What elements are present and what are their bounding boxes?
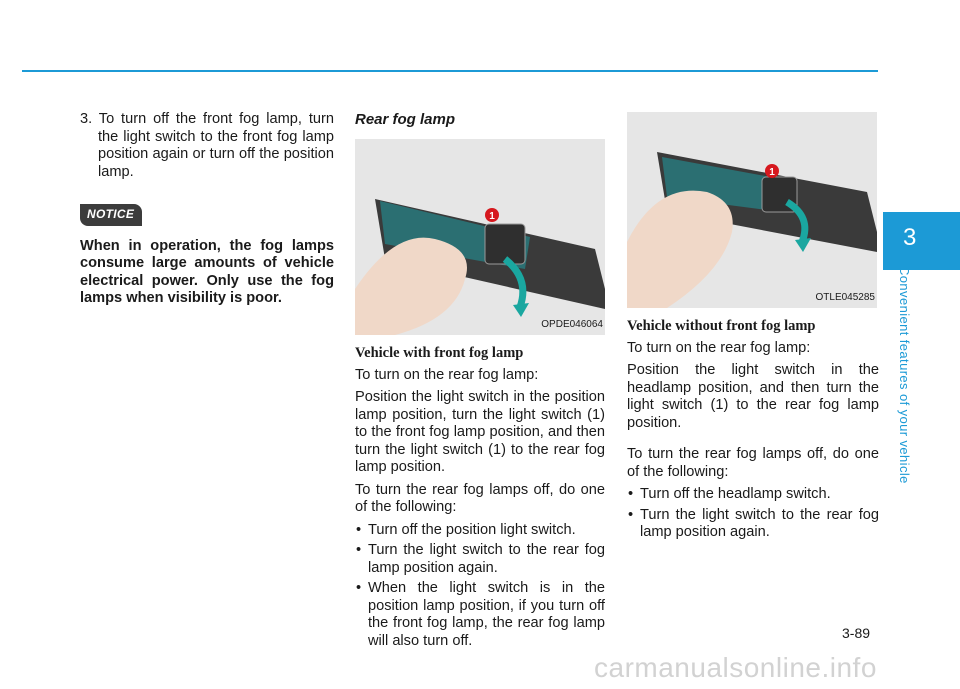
marker-1-label: 1 <box>769 167 775 178</box>
chapter-number: 3 <box>903 224 917 251</box>
bullet-item: • Turn the light switch to the rear fog lamp position again. <box>355 542 605 577</box>
off-bullet-list <box>355 522 605 651</box>
bullet-item: • Turn off the position light switch. <box>355 522 605 540</box>
bullet-item: • Turn off the headlamp switch. <box>627 486 879 504</box>
subhead-with-front-fog: Vehicle with front fog lamp <box>355 345 524 361</box>
marker-1-label: 1 <box>489 211 495 222</box>
photo-code: OTLE045285 <box>815 291 875 303</box>
off-intro-text: To turn the rear fog lamps off, do one of the following: <box>627 446 879 480</box>
photo-code: OPDE046064 <box>541 318 603 330</box>
light-switch-illustration <box>355 139 605 335</box>
step-3-text: 3. To turn off the front fog lamp, turn the light switch to the front fog lamp position again or turn off the position lamp. <box>80 111 334 180</box>
instruction-text: Position the light switch in the headlamp position, and then turn the light switch (1) to the rear fog lamp position. <box>627 362 879 431</box>
chapter-tab <box>883 212 960 270</box>
off-intro-text: To turn the rear fog lamps off, do one of the following: <box>355 481 605 515</box>
column-left <box>80 111 334 308</box>
intro-text: To turn on the rear fog lamp: <box>627 339 811 356</box>
watermark: carmanualsonline.info <box>594 652 877 683</box>
photo-light-switch-no-front-fog <box>627 112 877 308</box>
column-middle <box>355 111 605 653</box>
light-switch-illustration <box>627 112 877 308</box>
bullet-item: • When the light switch is in the position lamp position, if you turn off the front fog lamp, the rear fog lamp will also turn off. <box>355 580 605 650</box>
off-bullet-list <box>627 486 879 542</box>
column-right <box>627 112 879 545</box>
notice-text: When in operation, the fog lamps consume large amounts of vehicle electrical power. Only use the fog lamps when visibility is poor. <box>80 237 334 306</box>
page-number: 3-89 <box>842 625 871 641</box>
subhead-without-front-fog: Vehicle without front fog lamp <box>627 318 816 334</box>
photo-light-switch-front-fog <box>355 139 605 335</box>
section-title: Rear fog lamp <box>355 111 456 128</box>
chapter-title: Convenient features of your vehicle <box>897 266 912 484</box>
notice-badge: NOTICE <box>80 204 142 226</box>
header-rule <box>22 70 878 72</box>
instruction-text: Position the light switch in the position lamp position, turn the light switch (1) to the front fog lamp position, and then turn the light switch (1) to the rear fog lamp position. <box>355 389 605 475</box>
intro-text: To turn on the rear fog lamp: <box>355 366 539 383</box>
bullet-item: • Turn the light switch to the rear fog lamp position again. <box>627 507 879 542</box>
